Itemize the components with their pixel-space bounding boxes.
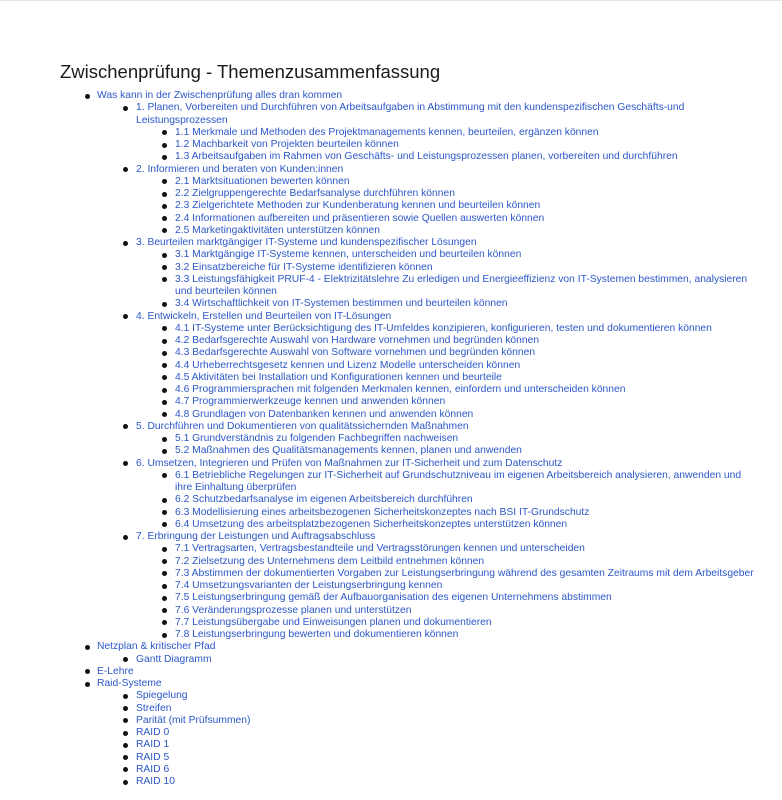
topic-link[interactable]: 2.5 Marketingaktivitäten unterstützen können xyxy=(175,224,380,236)
detail-item xyxy=(175,274,760,299)
topic-link[interactable]: Spiegelung xyxy=(136,690,188,702)
sub-list xyxy=(136,470,760,531)
detail-item xyxy=(175,556,760,568)
detail-item xyxy=(175,225,760,237)
detail-item xyxy=(175,396,760,408)
topic-link[interactable]: RAID 6 xyxy=(136,763,170,775)
topic-link[interactable]: 4.5 Aktivitäten bei Installation und Konfigurationen kennen und beurteile xyxy=(175,371,502,383)
topic-link[interactable]: 3. Beurteilen marktgängiger IT-Systeme und kundenspezifischer Lösungen xyxy=(136,237,477,248)
sub-list xyxy=(136,433,760,458)
topic-link[interactable]: 5.1 Grundverständnis zu folgenden Fachbegriffen nachweisen xyxy=(175,433,459,444)
detail-item xyxy=(175,127,760,139)
topic-link[interactable]: E-Lehre xyxy=(97,665,134,677)
subtopic-item xyxy=(136,703,760,715)
subtopic-item xyxy=(136,102,760,163)
topic-link[interactable]: 3.3 Leistungsfähigkeit PRUF-4 - Elektrizitätslehre Zu erledigen und Energieeffizienz von IT-Systemen bestimmen, analysieren und beurteilen können xyxy=(175,273,748,297)
topic-link[interactable]: RAID 1 xyxy=(136,739,170,751)
subtopic-item xyxy=(136,690,760,702)
detail-item xyxy=(175,213,760,225)
topic-link[interactable]: 4.2 Bedarfsgerechte Auswahl von Hardware vornehmen und begründen können xyxy=(175,335,540,346)
detail-item xyxy=(175,445,760,457)
topic-link[interactable]: 6. Umsetzen, Integrieren und Prüfen von Maßnahmen zur IT-Sicherheit und zum Datenschutz xyxy=(136,457,563,469)
topic-link[interactable]: RAID 5 xyxy=(136,751,170,763)
document xyxy=(60,60,760,788)
subtopic-item xyxy=(136,164,760,238)
topic-link[interactable]: RAID 10 xyxy=(136,776,175,787)
topic-link[interactable]: 6.4 Umsetzung des arbeitsplatzbezogenen Sicherheitskonzeptes unterstützen können xyxy=(175,518,568,530)
topic-link[interactable]: 7.3 Abstimmen der dokumentierten Vorgaben zur Leistungserbringung während des gesamten Zeitraums mit dem Arbeitsgeber xyxy=(175,567,754,579)
topic-link[interactable]: RAID 0 xyxy=(136,727,170,738)
topic-link[interactable]: 7.6 Veränderungsprozesse planen und unterstützen xyxy=(175,604,412,616)
detail-item xyxy=(175,139,760,151)
subtopic-item xyxy=(136,776,760,788)
detail-item xyxy=(175,580,760,592)
topic-link[interactable]: 5. Durchführen und Dokumentieren von qualitätssichernden Maßnahmen xyxy=(136,420,469,432)
topic-link[interactable]: 7.8 Leistungserbringung bewerten und dokumentieren können xyxy=(175,629,459,640)
topic-link[interactable]: 7. Erbringung der Leistungen und Auftragsabschluss xyxy=(136,531,376,542)
subtopic-item xyxy=(136,458,760,532)
topic-link[interactable]: 2.1 Marktsituationen bewerten können xyxy=(175,175,350,187)
subtopic-item xyxy=(136,421,760,458)
topic-link[interactable]: 1. Planen, Vorbereiten und Durchführen von Arbeitsaufgaben in Abstimmung mit den kundenspezifischen Geschäfts-und Leistungsprozessen xyxy=(136,102,685,126)
subtopic-item xyxy=(136,715,760,727)
detail-item xyxy=(175,409,760,421)
detail-item xyxy=(175,629,760,641)
topic-link[interactable]: Streifen xyxy=(136,702,172,714)
detail-item xyxy=(175,384,760,396)
topic-list xyxy=(60,90,760,788)
topic-link[interactable]: 6.1 Betriebliche Regelungen zur IT-Sicherheit auf Grundschutzniveau im eigenen Arbeitsbereich analysieren, anwenden und ihre Einhaltung überprüfen xyxy=(175,469,742,493)
top-border xyxy=(0,0,782,1)
subtopic-item xyxy=(136,311,760,421)
page-title: Zwischenprüfung - Themenzusammenfassung xyxy=(60,61,441,82)
topic-link[interactable]: 1.1 Merkmale und Methoden des Projektmanagements kennen, beurteilen, ergänzen können xyxy=(175,126,599,138)
sub-list xyxy=(136,323,760,421)
topic-link[interactable]: 2. Informieren und beraten von Kunden:innen xyxy=(136,163,344,175)
subtopic-item xyxy=(136,654,760,666)
sub-list xyxy=(97,654,760,666)
topic-link[interactable]: 4.4 Urheberrechtsgesetz kennen und Lizenz Modelle unterscheiden können xyxy=(175,359,521,371)
topic-link[interactable]: Gantt Diagramm xyxy=(136,653,212,665)
detail-item xyxy=(175,360,760,372)
topic-link[interactable]: 7.7 Leistungsübergabe und Einweisungen planen und dokumentieren xyxy=(175,616,492,628)
detail-item xyxy=(175,200,760,212)
detail-item xyxy=(175,592,760,604)
topic-link[interactable]: 7.2 Zielsetzung des Unternehmens dem Leitbild entnehmen können xyxy=(175,555,485,567)
topic-link[interactable]: 4.6 Programmiersprachen mit folgenden Merkmalen kennen, einfordern und unterscheiden können xyxy=(175,384,626,395)
detail-item xyxy=(175,568,760,580)
topic-link[interactable]: 2.2 Zielgruppengerechte Bedarfsanalyse durchführen können xyxy=(175,188,455,199)
detail-item xyxy=(175,298,760,310)
detail-item xyxy=(175,372,760,384)
detail-item xyxy=(175,433,760,445)
topic-link[interactable]: 3.1 Marktgängige IT-Systeme kennen, unterscheiden und beurteilen können xyxy=(175,249,522,261)
detail-item xyxy=(175,347,760,359)
topic-item xyxy=(97,90,760,641)
subtopic-item xyxy=(136,727,760,739)
detail-item xyxy=(175,151,760,163)
sub-list xyxy=(136,176,760,237)
detail-item xyxy=(175,176,760,188)
detail-item xyxy=(175,617,760,629)
topic-link[interactable]: 7.1 Vertragsarten, Vertragsbestandteile und Vertragsstörungen kennen und unterscheiden xyxy=(175,543,585,555)
topic-item xyxy=(97,678,760,788)
sub-list xyxy=(97,690,760,788)
topic-link[interactable]: 3.2 Einsatzbereiche für IT-Systeme identifizieren können xyxy=(175,261,433,273)
topic-link[interactable]: 4.3 Bedarfsgerechte Auswahl von Software vornehmen und begründen können xyxy=(175,347,536,359)
topic-link[interactable]: 5.2 Maßnahmen des Qualitätsmanagements kennen, planen und anwenden xyxy=(175,445,522,457)
topic-link[interactable]: 4. Entwickeln, Erstellen und Beurteilen von IT-Lösungen xyxy=(136,310,392,322)
detail-item xyxy=(175,470,760,495)
topic-link[interactable]: 3.4 Wirtschaftlichkeit von IT-Systemen bestimmen und beurteilen können xyxy=(175,298,508,310)
detail-item xyxy=(175,335,760,347)
detail-item xyxy=(175,188,760,200)
detail-item xyxy=(175,605,760,617)
topic-item xyxy=(97,666,760,678)
topic-link[interactable]: 1.3 Arbeitsaufgaben im Rahmen von Geschäfts- und Leistungsprozessen planen, vorbereiten und durchführen xyxy=(175,151,678,163)
topic-link[interactable]: 4.7 Programmierwerkzeuge kennen und anwenden können xyxy=(175,396,446,408)
detail-item xyxy=(175,323,760,335)
sub-list xyxy=(97,102,760,641)
subtopic-item xyxy=(136,237,760,311)
sub-list xyxy=(136,127,760,164)
detail-item xyxy=(175,262,760,274)
detail-item xyxy=(175,494,760,506)
subtopic-item xyxy=(136,764,760,776)
topic-link[interactable]: Raid-Systeme xyxy=(97,678,162,689)
subtopic-item xyxy=(136,752,760,764)
topic-link[interactable]: 2.4 Informationen aufbereiten und präsentieren sowie Quellen auswerten können xyxy=(175,212,545,224)
topic-link[interactable]: 2.3 Zielgerichtete Methoden zur Kundenberatung kennen und beurteilen können xyxy=(175,200,541,212)
topic-link[interactable]: 6.2 Schutzbedarfsanalyse im eigenen Arbeitsbereich durchführen xyxy=(175,494,473,506)
sub-list xyxy=(136,543,760,641)
topic-link[interactable]: 6.3 Modellisierung eines arbeitsbezogenen Sicherheitskonzeptes nach BSI IT-Grundschutz xyxy=(175,506,590,518)
subtopic-item xyxy=(136,739,760,751)
topic-link[interactable]: 4.8 Grundlagen von Datenbanken kennen und anwenden können xyxy=(175,408,474,420)
topic-link[interactable]: Parität (mit Prüfsummen) xyxy=(136,714,251,726)
topic-item xyxy=(97,641,760,666)
topic-link[interactable]: Was kann in der Zwischenprüfung alles dran kommen xyxy=(97,90,343,101)
topic-link[interactable]: 7.5 Leistungserbringung gemäß der Aufbauorganisation des eigenen Unternehmens abstimmen xyxy=(175,592,612,604)
topic-link[interactable]: Netzplan & kritischer Pfad xyxy=(97,641,216,653)
sub-list xyxy=(136,249,760,310)
detail-item xyxy=(175,519,760,531)
detail-item xyxy=(175,507,760,519)
subtopic-item xyxy=(136,531,760,641)
detail-item xyxy=(175,249,760,261)
detail-item xyxy=(175,543,760,555)
topic-link[interactable]: 7.4 Umsetzungsvarianten der Leistungserbringung kennen xyxy=(175,580,443,591)
topic-link[interactable]: 1.2 Machbarkeit von Projekten beurteilen können xyxy=(175,139,399,150)
topic-link[interactable]: 4.1 IT-Systeme unter Berücksichtigung des IT-Umfeldes konzipieren, konfigurieren, testen und dokumentieren können xyxy=(175,322,712,334)
